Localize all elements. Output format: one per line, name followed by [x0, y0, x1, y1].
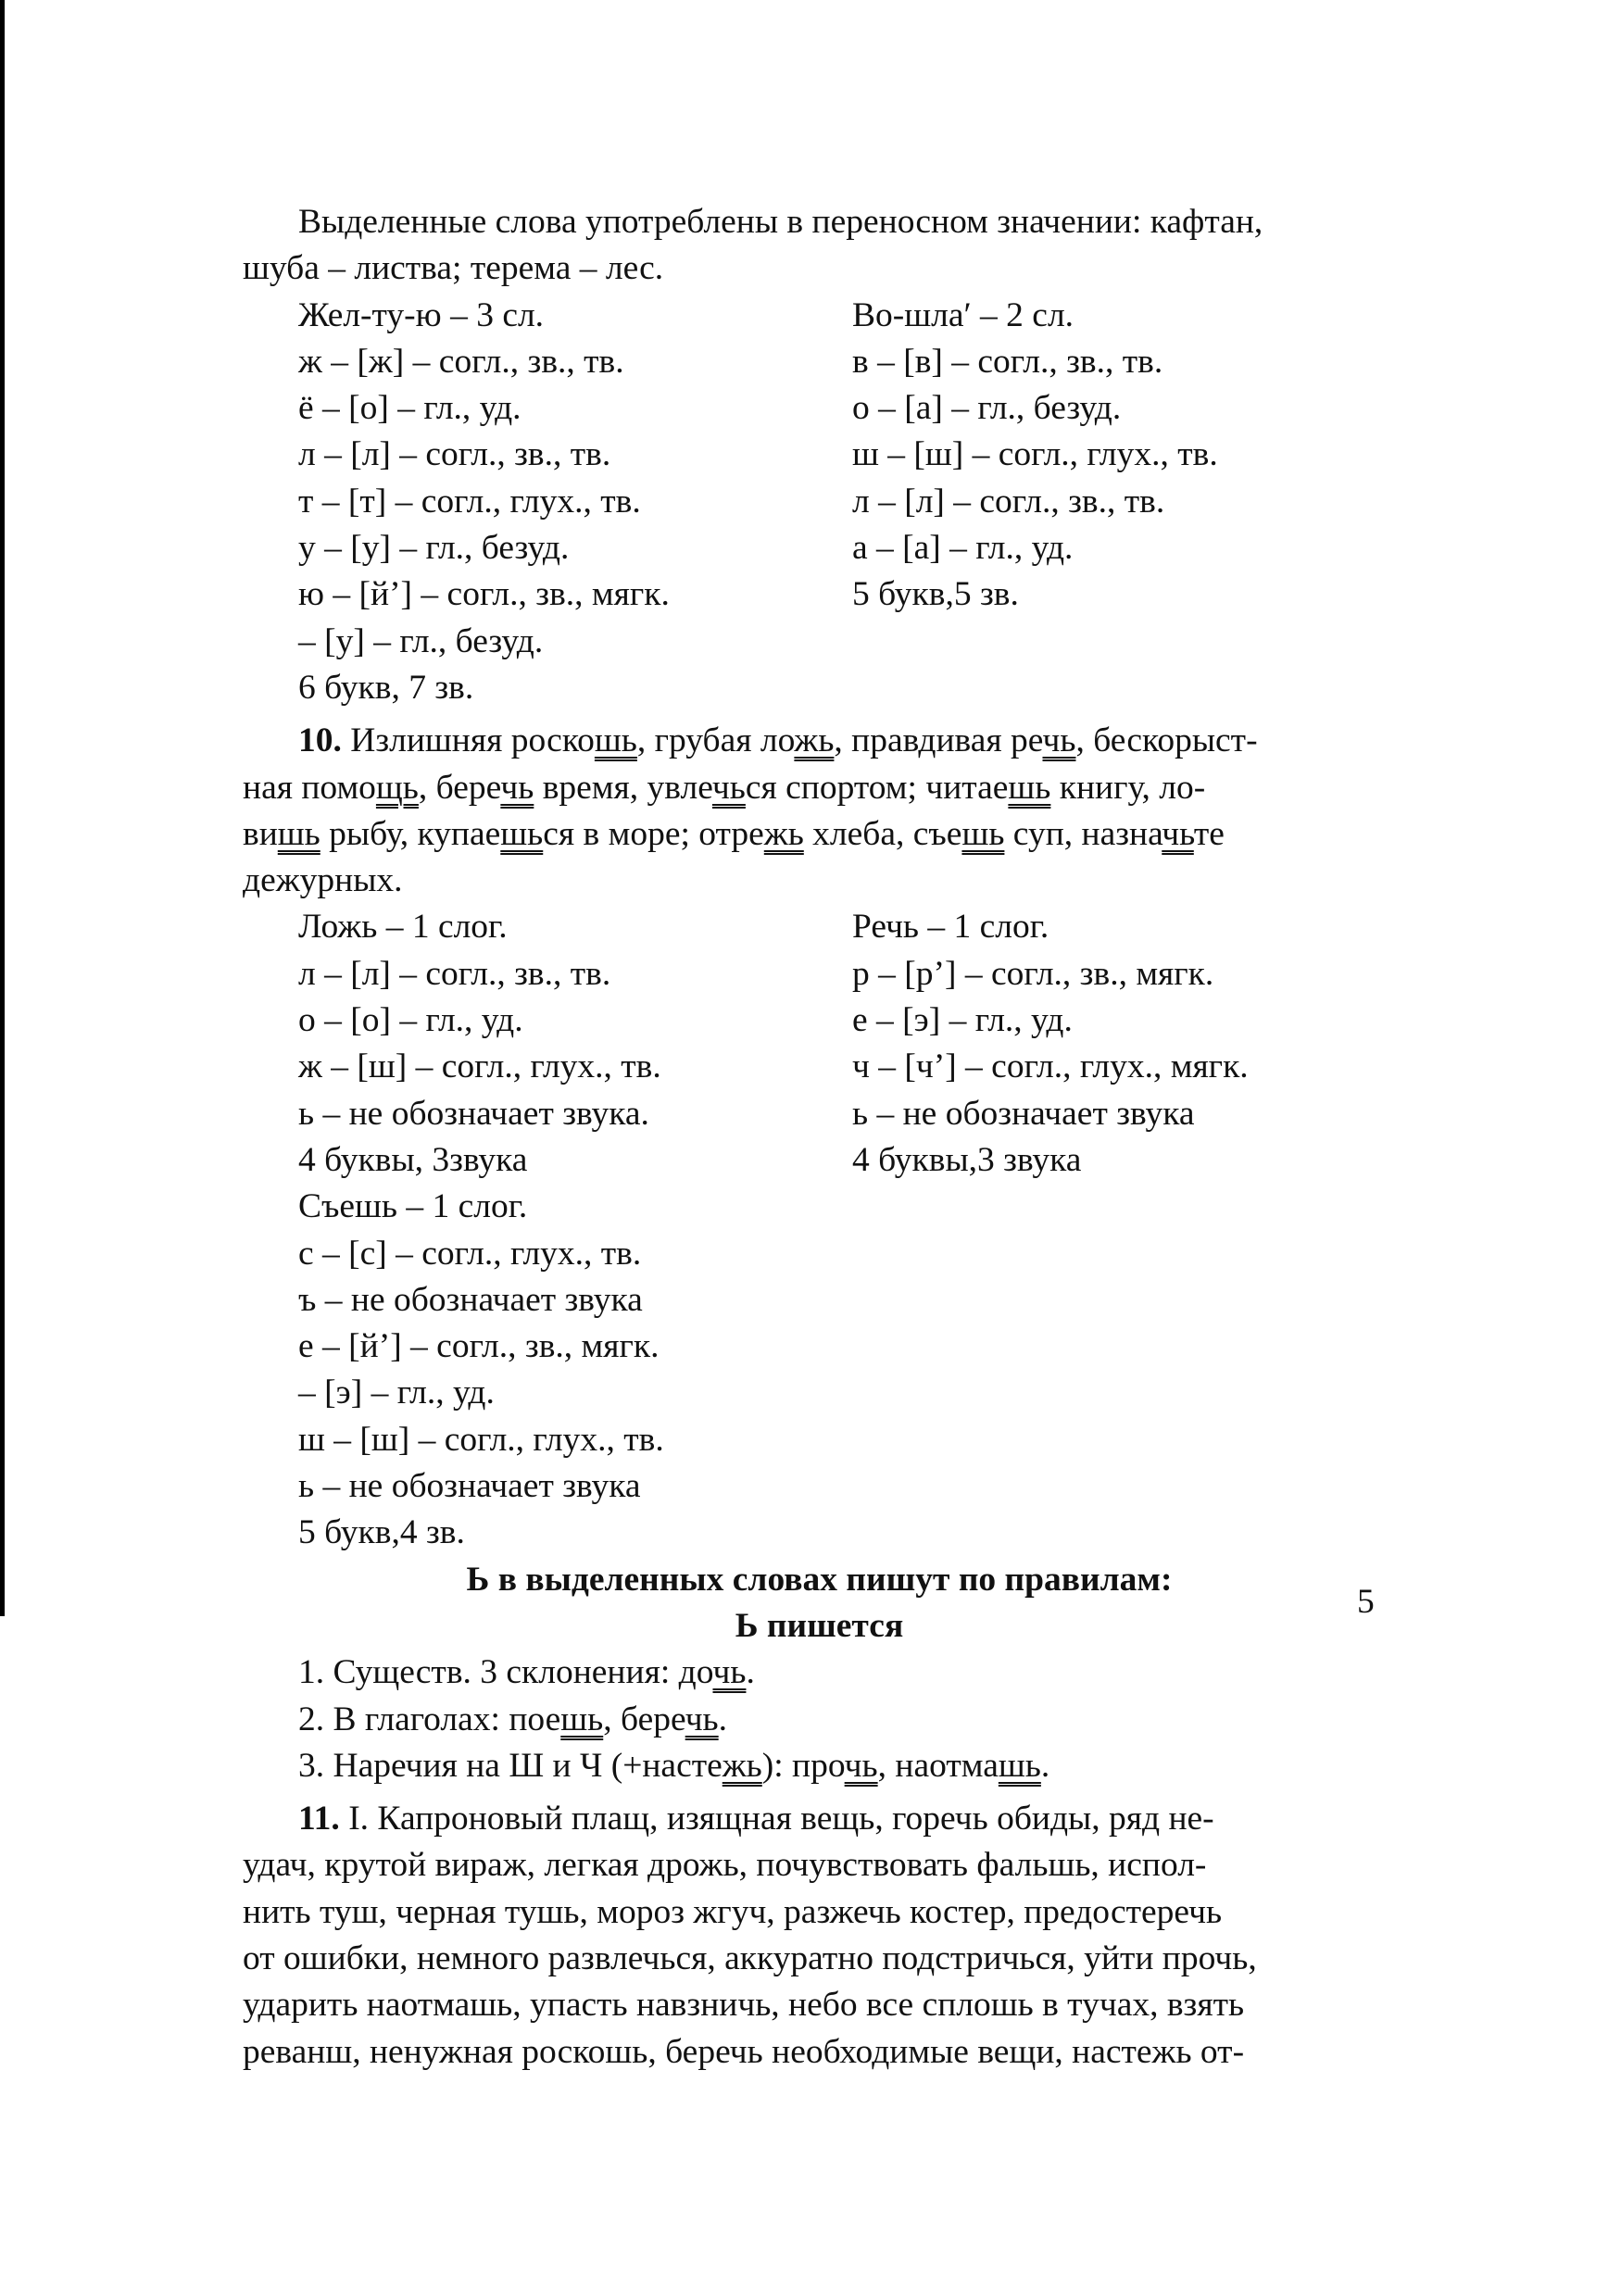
analysis-left: ж – [ж] – согл., зв., тв. — [298, 342, 624, 381]
highlighted-letters: жь — [794, 721, 835, 760]
paragraph-line: Выделенные слова употреблены в переносном значении: кафтан, — [298, 203, 1263, 241]
paragraph-line: ударить наотмашь, упасть навзничь, небо все сплошь в тучах, взять — [243, 1986, 1245, 2025]
paragraph-line: вишь рыбу, купаешься в море; отрежь хлеба, съешь суп, назначьте — [243, 814, 1225, 853]
analysis-right: ш – [ш] – согл., глух., тв. — [852, 435, 1218, 474]
paragraph-line: дежурных. — [243, 861, 403, 900]
analysis-right: в – [в] – согл., зв., тв. — [852, 342, 1163, 381]
highlighted-letters: шь — [594, 721, 637, 760]
analysis-left: о – [о] – гл., уд. — [298, 1001, 523, 1040]
analysis-right: е – [э] – гл., уд. — [852, 1001, 1073, 1040]
analysis-left: ь – не обозначает звука — [298, 1467, 641, 1506]
analysis-left: е – [й’] – согл., зв., мягк. — [298, 1327, 660, 1366]
highlighted-letters: шь — [277, 814, 320, 853]
analysis-left: т – [т] – согл., глух., тв. — [298, 482, 641, 521]
analysis-left: Ложь – 1 слог. — [298, 908, 508, 947]
analysis-right: 5 букв,5 зв. — [852, 575, 1019, 614]
highlighted-letters: чь — [844, 1746, 878, 1785]
analysis-left: ю – [й’] – согл., зв., мягк. — [298, 575, 670, 614]
highlighted-letters: чь — [711, 768, 746, 807]
analysis-left: 4 буквы, 3звука — [298, 1140, 528, 1179]
highlighted-letters: жь — [763, 814, 804, 853]
paragraph-line: нить туш, черная тушь, мороз жгуч, разжечь костер, предостеречь — [243, 1892, 1223, 1931]
analysis-left: ь – не обозначает звука. — [298, 1094, 649, 1133]
highlighted-letters: чь — [1162, 814, 1194, 853]
analysis-right: ь – не обозначает звука — [852, 1094, 1195, 1133]
analysis-left: ш – [ш] – согл., глух., тв. — [298, 1420, 664, 1459]
highlighted-letters: шь — [1008, 768, 1051, 807]
exercise-11 — [243, 1796, 1396, 2076]
page-number: 5 — [1357, 1583, 1375, 1621]
highlighted-letters: жь — [722, 1746, 762, 1785]
analysis-left: ё – [о] – гл., уд. — [298, 389, 521, 428]
analysis-left: с – [с] – согл., глух., тв. — [298, 1234, 642, 1273]
analysis-left: у – [у] – гл., безуд. — [298, 529, 570, 568]
analysis-left: Жел-ту-ю – 3 сл. — [298, 295, 545, 334]
analysis-right: ч – [ч’] – согл., глух., мягк. — [852, 1048, 1249, 1086]
highlighted-letters: чь — [500, 768, 534, 807]
analysis-left: ж – [ш] – согл., глух., тв. — [298, 1048, 661, 1086]
highlighted-letters: шь — [560, 1700, 604, 1738]
phonetic-analysis-block-2 — [243, 904, 1396, 1556]
highlighted-letters: чь — [685, 1700, 719, 1738]
rules-section — [243, 1557, 1396, 1789]
analysis-right: а – [а] – гл., уд. — [852, 529, 1074, 568]
analysis-left: л – [л] – согл., зв., тв. — [298, 954, 611, 993]
highlighted-letters: шь — [961, 814, 1005, 853]
paragraph-line: 11. I. Капроновый плащ, изящная вещь, горечь обиды, ряд не- — [298, 1800, 1214, 1838]
highlighted-letters: щь — [375, 768, 419, 807]
highlighted-letters: шь — [500, 814, 544, 853]
analysis-left: ъ – не обозначает звука — [298, 1280, 643, 1319]
analysis-left: л – [л] – согл., зв., тв. — [298, 435, 611, 474]
analysis-left: 5 букв,4 зв. — [298, 1513, 465, 1552]
analysis-right: л – [л] – согл., зв., тв. — [852, 482, 1165, 521]
rule-item: 1. Существ. 3 склонения: дочь. — [298, 1653, 755, 1692]
highlighted-letters: шь — [998, 1746, 1041, 1785]
analysis-left: Съешь – 1 слог. — [298, 1187, 528, 1226]
analysis-right: Речь – 1 слог. — [852, 908, 1049, 947]
analysis-left: – [э] – гл., уд. — [298, 1374, 495, 1412]
exercise-10 — [243, 718, 1396, 904]
highlighted-letters: чь — [1042, 721, 1076, 760]
analysis-right: р – [р’] – согл., зв., мягк. — [852, 954, 1214, 993]
rules-heading: Ь в выделенных словах пишут по правилам: — [466, 1560, 1173, 1599]
analysis-left: 6 букв, 7 зв. — [298, 668, 474, 707]
paragraph-line: ная помощь, беречь время, увлечься спортом; читаешь книгу, ло- — [243, 768, 1206, 807]
paragraph-line: шуба – листва; терема – лес. — [243, 249, 664, 288]
rules-subheading: Ь пишется — [735, 1606, 904, 1645]
analysis-right: Во-шла′ – 2 сл. — [852, 295, 1074, 334]
page-content — [243, 199, 1396, 2076]
analysis-right: 4 буквы,3 звука — [852, 1140, 1082, 1179]
analysis-right: о – [а] – гл., безуд. — [852, 389, 1122, 428]
highlighted-letters: чь — [712, 1653, 747, 1692]
page-left-edge — [0, 0, 5, 1616]
rule-item: 3. Наречия на Ш и Ч (+настежь): прочь, наотмашь. — [298, 1746, 1050, 1785]
paragraph-line: удач, крутой вираж, легкая дрожь, почувствовать фальшь, испол- — [243, 1846, 1207, 1885]
exercise-number: 10. — [298, 721, 342, 760]
paragraph-line: реванш, ненужная роскошь, беречь необходимые вещи, настежь от- — [243, 2032, 1245, 2071]
exercise-number: 11. — [298, 1800, 340, 1838]
paragraph-line: 10. Излишняя роскошь, грубая ложь, правдивая речь, бескорыст- — [298, 721, 1258, 760]
rule-item: 2. В глаголах: поешь, беречь. — [298, 1700, 728, 1738]
analysis-left: – [у] – гл., безуд. — [298, 621, 544, 660]
phonetic-analysis-block-1 — [243, 293, 1396, 712]
paragraph-line: от ошибки, немного развлечься, аккуратно подстричься, уйти прочь, — [243, 1938, 1257, 1977]
